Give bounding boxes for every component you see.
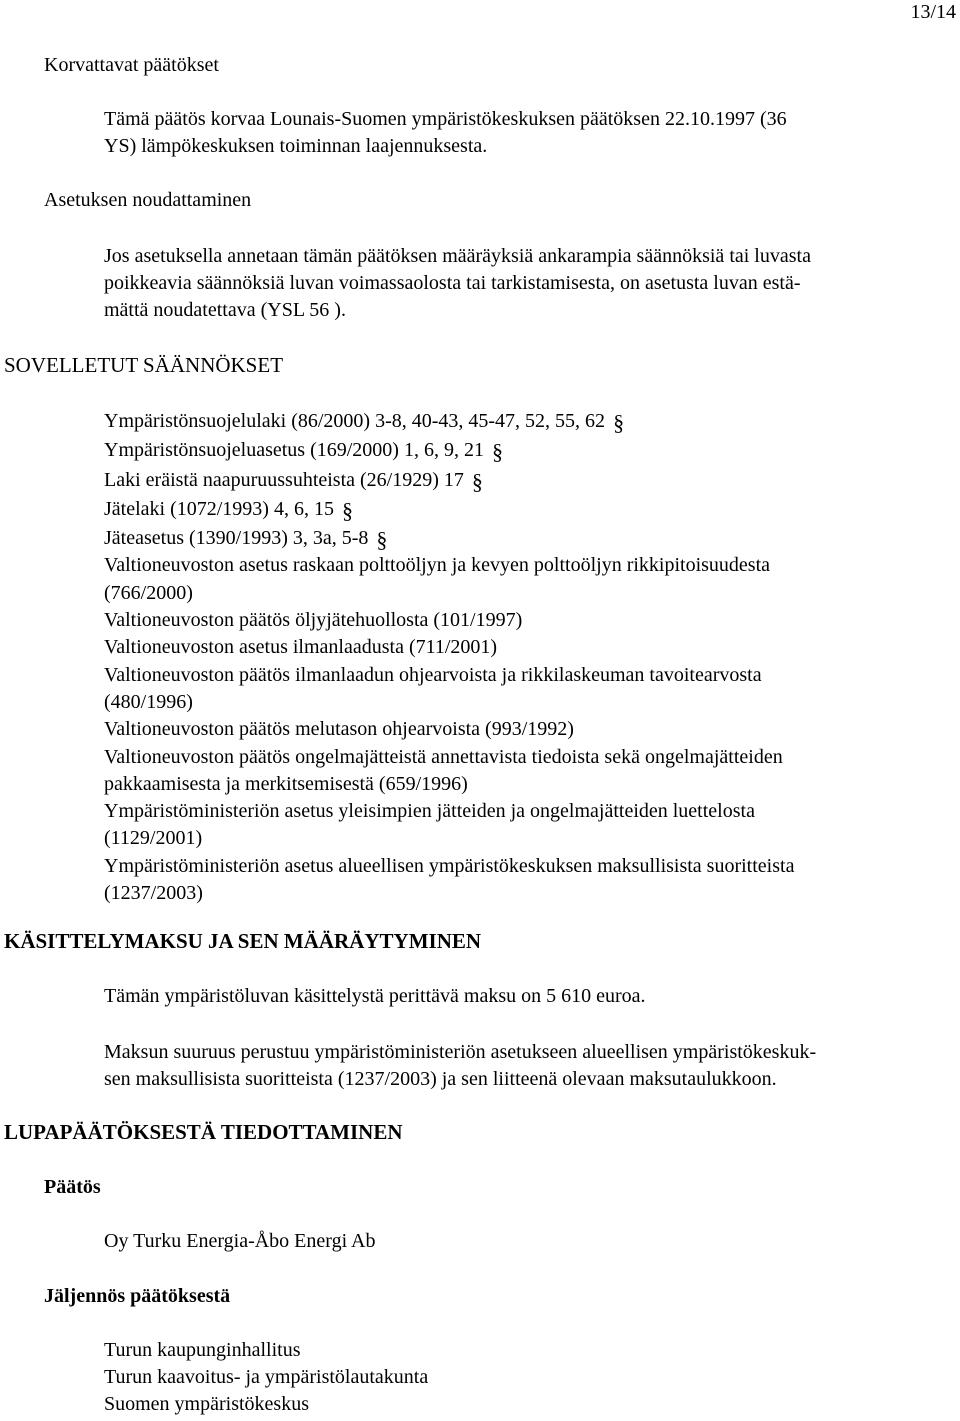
- processing-fee-amount: Tämän ympäristöluvan käsittelystä perittävä maksu on 5 610 euroa.: [104, 985, 646, 1007]
- decision-subheading: Päätös: [44, 1176, 101, 1198]
- paragraph-line: mättä noudatettava (YSL 56 ).: [104, 299, 346, 321]
- paragraph-line: poikkeavia säännöksiä luvan voimassaolosta tai tarkistamisesta, on asetusta luvan estä-: [104, 272, 801, 294]
- provision-item: (1237/2003): [104, 882, 203, 905]
- replaced-decisions-paragraph: [104, 106, 787, 160]
- provision-item: (766/2000): [104, 581, 193, 604]
- provision-item: (1129/2001): [104, 827, 203, 850]
- processing-fee-heading: KÄSITTELYMAKSU JA SEN MÄÄRÄYTYMINEN: [4, 929, 482, 953]
- paragraph-line: Tämä päätös korvaa Lounais-Suomen ympäristökeskuksen päätöksen 22.10.1997 (36: [104, 108, 787, 130]
- provision-item: pakkaamisesta ja merkitsemisestä (659/1996): [104, 772, 468, 795]
- copy-subheading: Jäljennös päätöksestä: [44, 1285, 231, 1307]
- paragraph-line: Maksun suuruus perustuu ympäristöministeriön asetukseen alueellisen ympäristökeskuk-: [104, 1041, 817, 1063]
- provision-item: Ympäristönsuojelulaki (86/2000) 3-8, 40-43, 45-47, 52, 55, 62 §: [104, 410, 625, 435]
- copy-recipient: Turun kaupunginhallitus: [104, 1339, 301, 1361]
- regulation-compliance-paragraph: [104, 243, 811, 324]
- replaced-decisions-heading: Korvattavat päätökset: [44, 54, 219, 76]
- applied-provisions-heading: SOVELLETUT SÄÄNNÖKSET: [4, 353, 284, 377]
- provision-item: Ympäristöministeriön asetus yleisimpien jätteiden ja ongelmajätteiden luettelosta: [104, 800, 755, 823]
- applied-provisions-list: [104, 406, 794, 907]
- provision-item: Ympäristöministeriön asetus alueellisen ympäristökeskuksen maksullisista suoritteista: [104, 854, 795, 877]
- provision-item: Valtioneuvoston päätös öljyjätehuollosta (101/1997): [104, 609, 523, 632]
- decision-recipient: Oy Turku Energia-Åbo Energi Ab: [104, 1230, 376, 1252]
- paragraph-line: Jos asetuksella annetaan tämän päätöksen määräyksiä ankarampia säännöksiä tai luvasta: [104, 245, 811, 267]
- provision-item: Ympäristönsuojeluasetus (169/2000) 1, 6, 9, 21 §: [104, 439, 503, 465]
- provision-item: Valtioneuvoston päätös ongelmajätteistä annettavista tiedoista sekä ongelmajätteiden: [104, 745, 783, 768]
- provision-item: Jäteasetus (1390/1993) 3, 3a, 5-8 §: [104, 527, 388, 553]
- provision-item: Valtioneuvoston asetus raskaan polttoöljyn ja kevyen polttoöljyn rikkipitoisuudesta: [104, 554, 771, 577]
- notification-heading: LUPAPÄÄTÖKSESTÄ TIEDOTTAMINEN: [4, 1120, 403, 1144]
- section-sign: §: [471, 468, 483, 494]
- section-sign: §: [491, 439, 503, 465]
- provision-item: Jätelaki (1072/1993) 4, 6, 15 §: [104, 497, 353, 523]
- copy-recipient: Suomen ympäristökeskus: [104, 1393, 309, 1415]
- section-sign: §: [376, 527, 388, 553]
- processing-fee-basis: [104, 1039, 816, 1093]
- copy-recipient: Turun kaavoitus- ja ympäristölautakunta: [104, 1366, 429, 1388]
- provision-item: Valtioneuvoston päätös melutason ohjearvoista (993/1992): [104, 718, 574, 741]
- regulation-compliance-heading: Asetuksen noudattaminen: [44, 189, 252, 211]
- provision-item: Valtioneuvoston päätös ilmanlaadun ohjearvoista ja rikkilaskeuman tavoitearvosta: [104, 663, 762, 686]
- page-number: 13/14: [910, 1, 956, 23]
- paragraph-line: YS) lämpökeskuksen toiminnan laajennuksesta.: [104, 135, 488, 157]
- section-sign: §: [613, 410, 625, 435]
- paragraph-line: sen maksullisista suoritteista (1237/2003) ja sen liitteenä olevaan maksutaulukkoon.: [104, 1068, 777, 1090]
- provision-item: Laki eräistä naapuruussuhteista (26/1929) 17 §: [104, 468, 483, 494]
- section-sign: §: [341, 497, 353, 523]
- provision-item: (480/1996): [104, 690, 193, 713]
- provision-item: Valtioneuvoston asetus ilmanlaadusta (711/2001): [104, 636, 498, 659]
- copy-recipients-list: [104, 1337, 428, 1418]
